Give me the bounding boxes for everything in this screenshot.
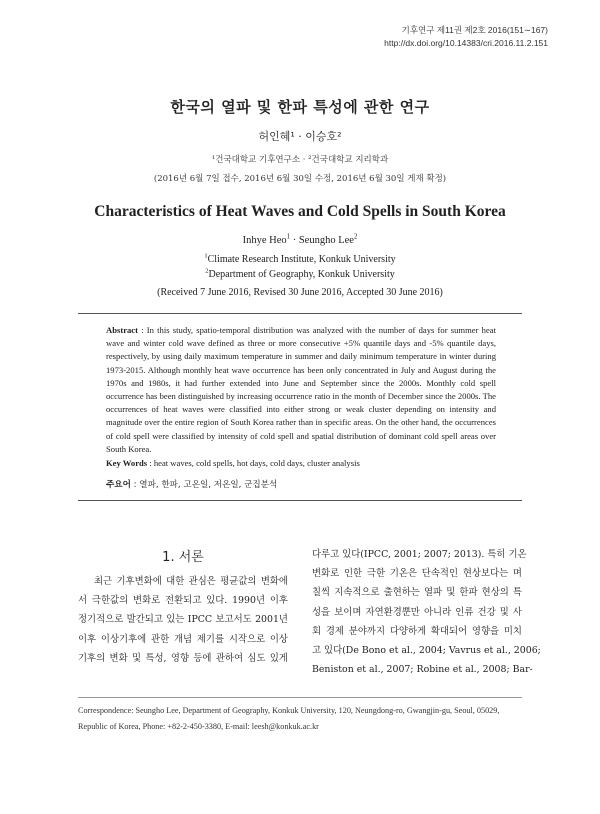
body-left-line: 서 극한값의 변화로 전환되고 있다. 1990년 이후 xyxy=(78,595,288,607)
english-authors xyxy=(0,235,600,246)
body-left-line: 정기적으로 발간되고 있는 IPCC 보고서도 2001년 xyxy=(78,614,288,626)
affil-1-text: Climate Research Institute, Konkuk University xyxy=(207,254,396,265)
affil-2-text: Department of Geography, Konkuk University xyxy=(208,269,395,280)
english-affiliation-2 xyxy=(0,269,600,280)
correspondence-footnote: Correspondence: Seungho Lee, Department of Geography, Konkuk University, 120, Neungdong-ro, Gwangjin-gu, Seoul, 05029, Republic of Korea, Phone: +82-2-450-3380, E-mail: leesh@konkuk.ac.kr xyxy=(78,706,500,731)
korean-authors: 허인혜¹ · 이승호² xyxy=(258,130,342,143)
journal-citation: 기후연구 제11권 제2호 2016(151∼167) xyxy=(401,25,548,35)
body-right-line: 칠씩 지속적으로 출현하는 열파 및 한파 현상의 특 xyxy=(312,587,522,599)
journal-doi[interactable]: http://dx.doi.org/10.14383/cri.2016.11.2.151 xyxy=(384,38,548,48)
korean-title: 한국의 열파 및 한파 특성에 관한 연구 xyxy=(170,98,430,116)
body-left-line: 최근 기후변화에 대한 관심은 평균값의 변화에 xyxy=(94,576,288,587)
abstract-top-rule xyxy=(78,313,522,314)
author-separator: · xyxy=(290,235,299,246)
keywords-text: : heat waves, cold spells, hot days, cold days, cluster analysis xyxy=(147,458,360,468)
abstract xyxy=(106,324,496,456)
author-1: Inhye Heo xyxy=(242,235,287,246)
abstract-bottom-rule xyxy=(78,500,522,501)
author-2: Seungho Lee xyxy=(298,235,354,246)
section-heading: 1. 서론 xyxy=(162,550,204,565)
body-left-column xyxy=(78,572,288,668)
korean-keywords xyxy=(106,478,496,490)
body-left-line: 이후 이상기후에 관한 개념 제기를 시작으로 이상 xyxy=(78,633,288,645)
korean-dates: (2016년 6월 7일 접수, 2016년 6월 30일 수정, 2016년 6월 30일 게재 확정) xyxy=(153,174,447,184)
korean-keywords-text: : 열파, 한파, 고온일, 저온일, 군집분석 xyxy=(130,480,278,490)
korean-affiliations: ¹건국대학교 기후연구소 · ²건국대학교 지리학과 xyxy=(211,155,389,165)
author-1-sup: 1 xyxy=(286,233,291,241)
footnote-rule xyxy=(78,697,522,698)
abstract-label: Abstract xyxy=(106,325,138,335)
author-2-sup: 2 xyxy=(353,233,358,241)
english-title: Characteristics of Heat Waves and Cold Spells in South Korea xyxy=(94,203,506,220)
body-right-line: 변화로 인한 극한 기온은 단속적인 현상보다는 며 xyxy=(312,568,522,580)
english-dates: (Received 7 June 2016, Revised 30 June 2016, Accepted 30 June 2016) xyxy=(157,287,443,298)
abstract-text: : In this study, spatio-temporal distribution was analyzed with the number of days for summer heat wave and winter cold wave defined as three or more consecutive +5% quantile days and -5% quantile days, respectively, by using daily maximum temperature in summer and daily minimum temperature in winter during 1973-2015. Although monthly heat wave occurrence has been only concentrated in July and August during the 1970s and 1980s, it had further extended into June and September since the 2000s. Monthly cold spell occurrence has been distinguished by increasing occurrence ratio in the month of December since the 2000s. The occurrences of heat waves were classified into either strong or weak cluster depending on intensity and magnitude over the entire region of South Korea rather than in specific areas. On the other hand, the occurrences of cold spell were classified by intensity of cold spell and spatial distribution of dominant cold spell areas over South Korea. xyxy=(106,325,496,454)
korean-keywords-label: 주요어 xyxy=(106,480,131,490)
body-right-line: 고 있다(De Bono et al., 2004; Vavrus et al., 2006; xyxy=(312,645,541,657)
body-right-line: 회 경제 분야까지 다양하게 확대되어 영향을 미치 xyxy=(312,625,522,637)
keywords xyxy=(106,458,496,468)
english-affiliation-1 xyxy=(0,254,600,265)
body-right-column xyxy=(312,545,541,679)
keywords-label: Key Words xyxy=(106,458,148,468)
affil-1-sup: 1 xyxy=(204,252,208,260)
journal-header xyxy=(248,24,548,50)
body-right-line: 다루고 있다(IPCC, 2001; 2007; 2013). 특히 기온 xyxy=(312,549,527,560)
body-right-line: Beniston et al., 2007; Robine et al., 2008; Bar- xyxy=(312,664,533,676)
body-right-line: 성을 보이며 자연환경뿐만 아니라 인류 건강 및 사 xyxy=(312,606,522,618)
affil-2-sup: 2 xyxy=(205,267,209,275)
body-left-line: 기후의 변화 및 특성, 영향 등에 관하여 심도 있게 xyxy=(78,652,288,664)
